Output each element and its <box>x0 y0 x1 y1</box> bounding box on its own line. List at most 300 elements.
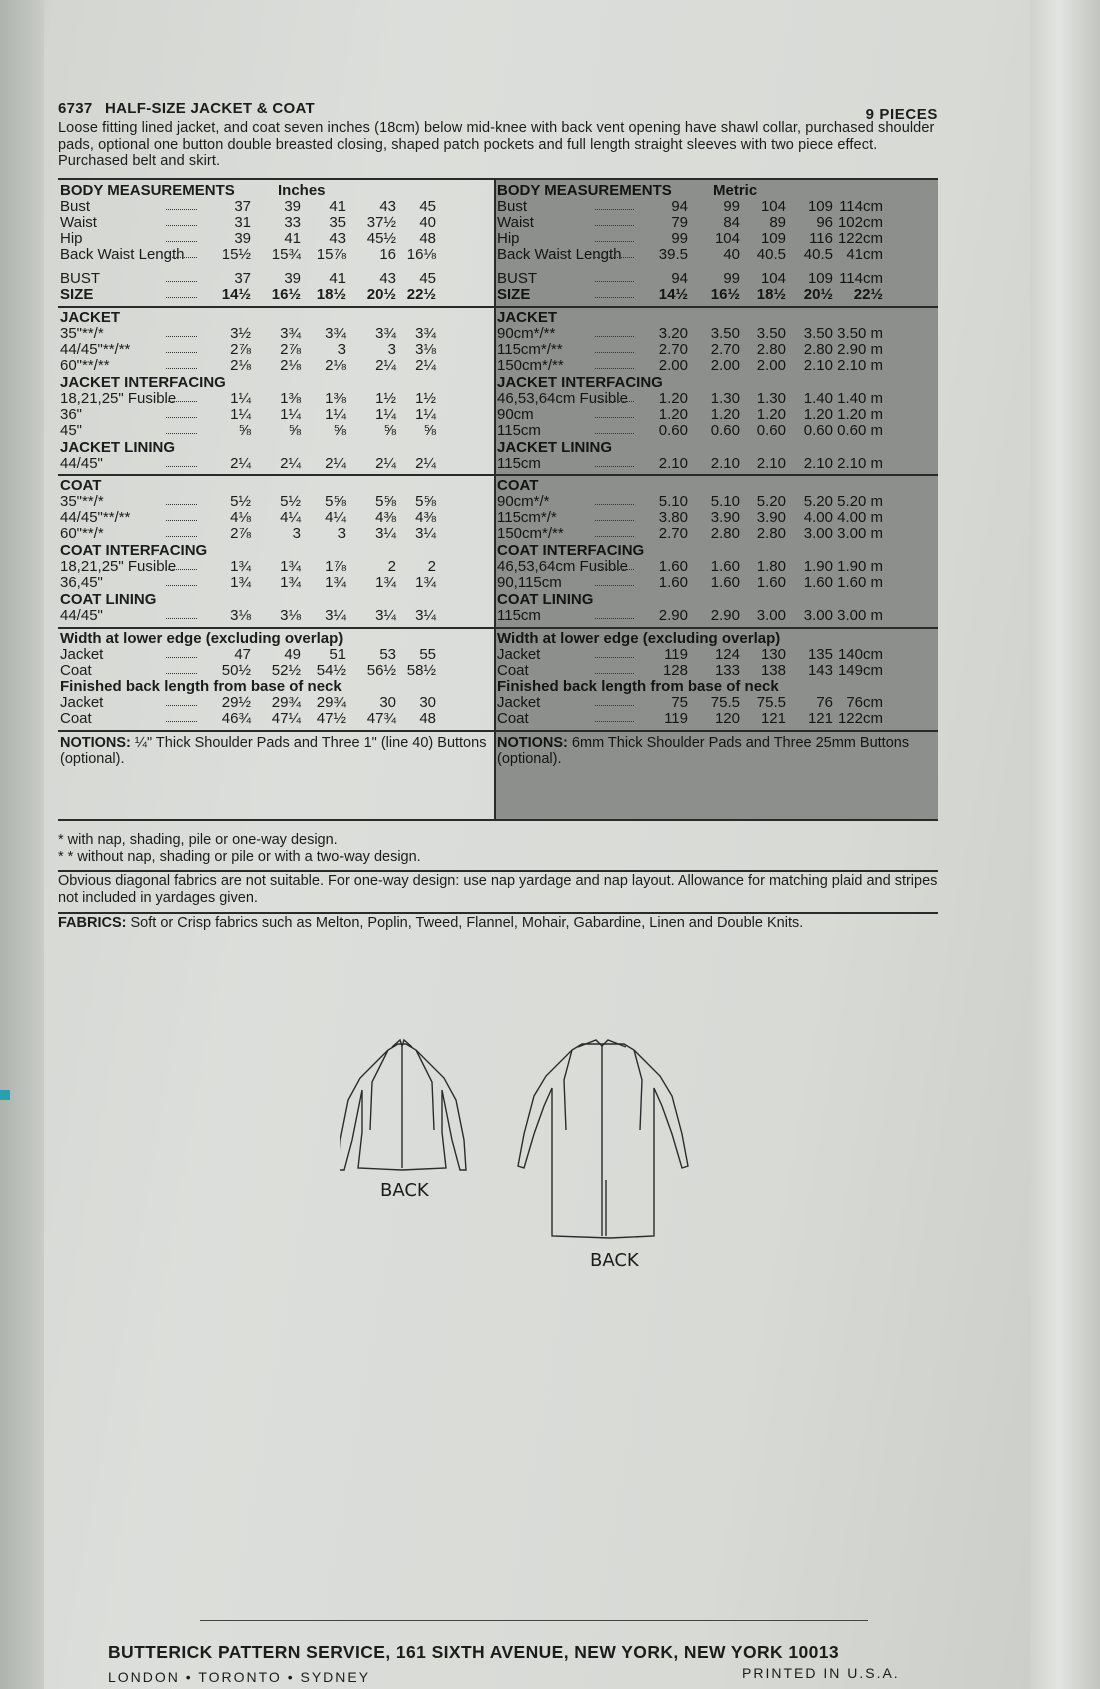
leader-dots <box>595 558 634 570</box>
leader-dots <box>595 574 634 586</box>
row-value: 40.5 <box>803 245 833 263</box>
row-label: 90cm*/** <box>497 324 556 342</box>
row-value: 16⅛ <box>406 245 436 263</box>
description: Loose fitting lined jacket, and coat seven inches (18cm) below mid-knee with back vent opening have shawl collar, purchased shoulder pads, optional one button double breasted closing, shaped patch pockets and full length straight sleeves with two piece effect. Purchased belt and skirt. <box>58 120 935 169</box>
measure-row <box>58 341 498 358</box>
row-value: 3.00 <box>803 524 833 542</box>
row-value: 135 <box>807 645 833 663</box>
row-value: 56½ <box>366 661 396 679</box>
row-value: 116 <box>809 229 833 247</box>
row-value: 1½ <box>375 389 396 407</box>
row-value: 2.90 m <box>837 340 883 358</box>
row-value: 1.20 <box>658 389 688 407</box>
row-value: 96 <box>816 213 833 231</box>
row-value: 121 <box>807 709 833 727</box>
row-value: 1.40 <box>803 389 833 407</box>
measure-row <box>58 662 498 679</box>
row-value: 2.10 <box>803 356 833 374</box>
row-value: 52½ <box>271 661 301 679</box>
leader-dots <box>166 341 197 353</box>
leader-dots <box>595 422 634 434</box>
row-value: 1.40 m <box>837 389 883 407</box>
section-title: Width at lower edge (excluding overlap) <box>60 629 344 647</box>
row-value: 2.00 <box>756 356 786 374</box>
leader-dots <box>166 422 197 434</box>
footer-rule <box>200 1620 868 1621</box>
row-value: 2¼ <box>280 454 301 472</box>
row-value: 114cm <box>839 197 883 215</box>
row-label: SIZE <box>497 285 531 303</box>
leader-dots <box>595 230 634 242</box>
row-value: 0.60 <box>803 421 833 439</box>
row-value: 1.20 <box>803 405 833 423</box>
leader-dots <box>166 390 197 402</box>
measure-row <box>495 710 935 727</box>
row-value: 75.5 <box>756 693 786 711</box>
row-value: 4.00 <box>803 508 833 526</box>
body-measurements-heading <box>495 182 935 199</box>
row-value: 3.00 <box>756 606 786 624</box>
company-address: BUTTERICK PATTERN SERVICE, 161 SIXTH AVENUE, NEW YORK, NEW YORK 10013 <box>108 1642 839 1662</box>
measure-row <box>58 325 498 342</box>
row-value: 58½ <box>406 661 436 679</box>
notions-text: ¼" Thick Shoulder Pads and Three 1" (line 40) Buttons (optional). <box>60 734 487 767</box>
row-value: 75.5 <box>710 693 740 711</box>
leader-dots <box>595 509 634 521</box>
section-rule <box>495 474 938 476</box>
leader-dots <box>595 607 634 619</box>
row-value: 1¾ <box>230 557 251 575</box>
measure-row <box>58 286 498 303</box>
row-value: 5⅝ <box>415 492 436 510</box>
row-value: 138 <box>760 661 786 679</box>
measure-row <box>495 422 935 439</box>
row-value: 2⅛ <box>325 356 346 374</box>
coat-back-label: BACK <box>590 1250 639 1271</box>
row-value: 4⅜ <box>415 508 436 526</box>
leader-dots <box>595 646 634 658</box>
row-label: 36,45" <box>60 573 103 591</box>
row-value: 3¾ <box>280 324 301 342</box>
measure-row <box>495 509 935 526</box>
row-value: 1⅜ <box>280 389 301 407</box>
row-value: 3.90 <box>710 508 740 526</box>
row-value: 3.50 <box>756 324 786 342</box>
row-label: Jacket <box>497 693 541 711</box>
row-value: 5.20 <box>756 492 786 510</box>
row-label: 44/45"**/** <box>60 508 131 526</box>
row-value: 3¾ <box>415 324 436 342</box>
measure-row <box>58 406 498 423</box>
row-value: 140cm <box>837 645 883 663</box>
section-title: Finished back length from base of neck <box>60 677 342 695</box>
row-value: ⅝ <box>333 421 346 439</box>
row-value: 3.80 <box>658 508 688 526</box>
row-value: 40 <box>723 245 740 263</box>
row-value: 2.70 <box>658 524 688 542</box>
divider <box>58 912 938 914</box>
row-value: 3¼ <box>375 524 396 542</box>
row-value: ⅝ <box>288 421 301 439</box>
row-value: 3 <box>387 340 396 358</box>
row-value: 2.10 <box>803 454 833 472</box>
row-value: 47½ <box>316 709 346 727</box>
row-value: 2¼ <box>415 356 436 374</box>
leader-dots <box>166 357 197 369</box>
row-value: 1.90 m <box>837 557 883 575</box>
row-value: 2¼ <box>325 454 346 472</box>
row-label: BUST <box>60 269 101 287</box>
row-value: 1.60 m <box>837 573 883 591</box>
measure-row <box>495 662 935 679</box>
measure-row <box>58 694 498 711</box>
row-value: 5½ <box>230 492 251 510</box>
row-label: 44/45"**/** <box>60 340 131 358</box>
row-value: 2.00 <box>710 356 740 374</box>
section-rule <box>495 306 938 308</box>
row-value: 2¼ <box>230 454 251 472</box>
row-value: 39 <box>284 197 301 215</box>
row-value: 14½ <box>658 285 688 303</box>
row-value: 121 <box>760 709 786 727</box>
section-title: JACKET LINING <box>60 438 176 456</box>
row-value: 99 <box>671 229 688 247</box>
measure-row <box>58 230 498 247</box>
row-value: 3 <box>292 524 301 542</box>
section-title: COAT INTERFACING <box>60 541 208 559</box>
leader-dots <box>595 662 634 674</box>
row-value: 5⅝ <box>375 492 396 510</box>
section-title: JACKET <box>60 308 121 326</box>
row-label: 60"**/* <box>60 524 104 542</box>
measure-row <box>495 214 935 231</box>
row-value: 0.60 <box>710 421 740 439</box>
row-value: 1⅞ <box>325 557 346 575</box>
leader-dots <box>166 509 197 521</box>
envelope-right-edge <box>1030 0 1100 1689</box>
leader-dots <box>595 341 634 353</box>
row-value: 120 <box>714 709 740 727</box>
leader-dots <box>595 286 634 298</box>
column-divider <box>494 180 496 819</box>
leader-dots <box>166 574 197 586</box>
section-rule <box>495 730 938 732</box>
row-label: 46,53,64cm Fusible <box>497 557 628 575</box>
leader-dots <box>595 246 634 258</box>
measure-row <box>58 357 498 374</box>
unit-label: Metric <box>713 181 758 199</box>
row-value: 4.00 m <box>837 508 883 526</box>
leader-dots <box>166 646 197 658</box>
row-value: 1.60 <box>756 573 786 591</box>
leader-dots <box>166 558 197 570</box>
row-value: 1.80 <box>756 557 786 575</box>
jacket-back-label: BACK <box>380 1180 429 1201</box>
row-value: 3.00 <box>803 606 833 624</box>
row-label: SIZE <box>60 285 94 303</box>
leader-dots <box>166 286 197 298</box>
leader-dots <box>595 198 634 210</box>
row-value: 2⅛ <box>280 356 301 374</box>
measure-row <box>495 574 935 591</box>
row-value: 22½ <box>853 285 883 303</box>
heading-label: BODY MEASUREMENTS <box>497 181 672 199</box>
row-value: 104 <box>714 229 740 247</box>
section-title: JACKET LINING <box>497 438 613 456</box>
row-value: 1¼ <box>230 405 251 423</box>
row-label: 115cm <box>497 454 541 472</box>
section-title: COAT <box>497 476 539 494</box>
row-value: 40.5 <box>756 245 786 263</box>
row-value: 3 <box>337 524 346 542</box>
row-value: 35 <box>329 213 346 231</box>
row-value: 37½ <box>366 213 396 231</box>
row-value: 3.90 <box>756 508 786 526</box>
section-title: COAT LINING <box>497 590 594 608</box>
row-value: 119 <box>664 645 688 663</box>
row-value: 2.10 <box>710 454 740 472</box>
row-value: 119 <box>664 709 688 727</box>
measure-row <box>495 341 935 358</box>
row-value: 53 <box>379 645 396 663</box>
measure-row <box>495 246 935 263</box>
row-value: 16½ <box>710 285 740 303</box>
metric-column <box>495 180 938 819</box>
row-value: ⅝ <box>423 421 436 439</box>
leader-dots <box>595 493 634 505</box>
leader-dots <box>595 525 634 537</box>
row-label: Coat <box>60 661 92 679</box>
row-value: 15¾ <box>271 245 301 263</box>
section-title: COAT INTERFACING <box>497 541 645 559</box>
measure-row <box>495 230 935 247</box>
row-label: 35"**/* <box>60 492 104 510</box>
measure-row <box>58 646 498 663</box>
row-value: 3¾ <box>375 324 396 342</box>
row-value: 124 <box>714 645 740 663</box>
row-value: 133 <box>714 661 740 679</box>
row-value: 76cm <box>846 693 883 711</box>
measure-row <box>58 525 498 542</box>
row-value: 55 <box>419 645 436 663</box>
row-label: 115cm <box>497 421 541 439</box>
leader-dots <box>166 230 197 242</box>
measure-row <box>58 198 498 215</box>
row-value: 3⅛ <box>280 606 301 624</box>
measure-row <box>58 493 498 510</box>
row-label: 45" <box>60 421 83 439</box>
row-value: 16½ <box>271 285 301 303</box>
row-value: 79 <box>671 213 688 231</box>
printed-in: PRINTED IN U.S.A. <box>742 1665 900 1681</box>
measure-row <box>495 525 935 542</box>
row-value: ⅝ <box>383 421 396 439</box>
row-value: 47¾ <box>366 709 396 727</box>
notions-label: NOTIONS: <box>60 734 135 751</box>
row-value: 0.60 <box>756 421 786 439</box>
row-value: 1¾ <box>230 573 251 591</box>
row-label: Jacket <box>497 645 541 663</box>
row-value: 1.60 <box>658 573 688 591</box>
pieces-count: 9 PIECES <box>865 106 938 123</box>
row-value: 3.00 m <box>837 606 883 624</box>
row-value: 1¾ <box>415 573 436 591</box>
row-value: 2⅞ <box>230 340 251 358</box>
leader-dots <box>595 694 634 706</box>
row-value: 109 <box>760 229 786 247</box>
notions <box>60 735 490 768</box>
jacket-back-sketch <box>340 1040 466 1170</box>
measure-row <box>58 509 498 526</box>
section-rule <box>58 627 494 629</box>
row-label: Jacket <box>60 693 104 711</box>
row-value: 3¼ <box>415 606 436 624</box>
row-value: 2⅛ <box>230 356 251 374</box>
row-value: 5.10 <box>658 492 688 510</box>
row-value: 41 <box>329 197 346 215</box>
row-value: 2⅞ <box>280 340 301 358</box>
fabrics-note <box>58 915 938 932</box>
row-value: 3 <box>337 340 346 358</box>
row-value: 3⅛ <box>230 606 251 624</box>
row-value: 2.90 <box>658 606 688 624</box>
measure-row <box>495 646 935 663</box>
row-value: 5.10 <box>710 492 740 510</box>
row-value: 1¼ <box>230 389 251 407</box>
row-value: 41 <box>329 269 346 287</box>
row-label: 115cm <box>497 606 541 624</box>
leader-dots <box>166 325 197 337</box>
row-value: 1⅜ <box>325 389 346 407</box>
row-value: 1¼ <box>375 405 396 423</box>
row-value: 39.5 <box>658 245 688 263</box>
row-value: 48 <box>419 709 436 727</box>
row-value: 4¼ <box>325 508 346 526</box>
row-value: 2¼ <box>375 356 396 374</box>
row-value: 2 <box>387 557 396 575</box>
row-value: 104 <box>760 197 786 215</box>
row-value: 46¾ <box>221 709 251 727</box>
row-value: 122cm <box>837 229 883 247</box>
measure-row <box>58 246 498 263</box>
row-label: 150cm*/** <box>497 524 564 542</box>
section-title: JACKET INTERFACING <box>60 373 226 391</box>
row-value: 2.10 <box>756 454 786 472</box>
fabrics-label: FABRICS: <box>58 915 127 931</box>
row-value: 43 <box>329 229 346 247</box>
leader-dots <box>595 270 634 282</box>
row-value: 3¼ <box>325 606 346 624</box>
leader-dots <box>595 455 634 467</box>
row-value: 1.20 <box>658 405 688 423</box>
row-value: 5.20 <box>803 492 833 510</box>
row-label: 60"**/** <box>60 356 110 374</box>
section-title: JACKET <box>497 308 558 326</box>
row-value: 31 <box>234 213 251 231</box>
row-label: Back Waist Length <box>60 245 185 263</box>
row-label: 115cm*/** <box>497 340 563 358</box>
row-value: 3.50 <box>803 324 833 342</box>
row-value: 5½ <box>280 492 301 510</box>
unit-label: Inches <box>278 181 326 199</box>
pattern-sheet <box>58 100 938 931</box>
leader-dots <box>595 710 634 722</box>
section-title: Width at lower edge (excluding overlap) <box>497 629 781 647</box>
pattern-title: HALF-SIZE JACKET & COAT <box>105 100 315 117</box>
header <box>58 100 938 123</box>
row-label: Bust <box>497 197 528 215</box>
row-value: 48 <box>419 229 436 247</box>
row-value: 2 <box>427 557 436 575</box>
envelope-left-edge <box>0 0 44 1689</box>
row-label: Hip <box>60 229 83 247</box>
row-value: 45½ <box>366 229 396 247</box>
row-value: 2¼ <box>375 454 396 472</box>
row-value: 30 <box>379 693 396 711</box>
row-value: 1.60 <box>803 573 833 591</box>
leader-dots <box>595 390 634 402</box>
row-value: 5.20 m <box>837 492 883 510</box>
row-value: 2.80 <box>803 340 833 358</box>
measure-row <box>495 198 935 215</box>
leader-dots <box>166 214 197 226</box>
back-view-drawings <box>340 1030 700 1285</box>
measure-row <box>58 558 498 575</box>
row-value: 18½ <box>756 285 786 303</box>
leader-dots <box>595 357 634 369</box>
row-value: 109 <box>807 197 833 215</box>
row-value: 1¾ <box>325 573 346 591</box>
row-label: Coat <box>497 709 529 727</box>
measure-row <box>58 455 498 472</box>
row-value: 4¼ <box>280 508 301 526</box>
row-value: 76 <box>816 693 833 711</box>
yardage-table <box>58 178 938 821</box>
row-value: 1¼ <box>325 405 346 423</box>
leader-dots <box>595 325 634 337</box>
row-value: ⅝ <box>238 421 251 439</box>
row-label: Coat <box>497 661 529 679</box>
row-value: 29¾ <box>271 693 301 711</box>
row-label: 18,21,25" Fusible <box>60 389 177 407</box>
row-value: 33 <box>284 213 301 231</box>
leader-dots <box>166 406 197 418</box>
section-rule <box>58 306 494 308</box>
coat-back-sketch <box>518 1040 688 1238</box>
row-value: 5⅝ <box>325 492 346 510</box>
row-value: 149cm <box>837 661 883 679</box>
row-label: 150cm*/** <box>497 356 564 374</box>
measure-row <box>495 270 935 287</box>
row-value: 1¼ <box>415 405 436 423</box>
row-value: 84 <box>723 213 740 231</box>
row-value: 1¼ <box>280 405 301 423</box>
row-label: 90,115cm <box>497 573 562 591</box>
row-label: Waist <box>497 213 534 231</box>
row-value: 3.00 m <box>837 524 883 542</box>
row-value: 122cm <box>837 709 883 727</box>
row-label: 44/45" <box>60 606 103 624</box>
row-value: 2.70 <box>658 340 688 358</box>
row-value: 20½ <box>366 285 396 303</box>
measure-row <box>495 357 935 374</box>
row-value: 102cm <box>837 213 883 231</box>
nap-note-without: * * without nap, shading or pile or with a two-way design. <box>58 849 421 865</box>
heading-label: BODY MEASUREMENTS <box>60 181 235 199</box>
measure-row <box>495 607 935 624</box>
row-label: 18,21,25" Fusible <box>60 557 177 575</box>
row-value: 1½ <box>415 389 436 407</box>
